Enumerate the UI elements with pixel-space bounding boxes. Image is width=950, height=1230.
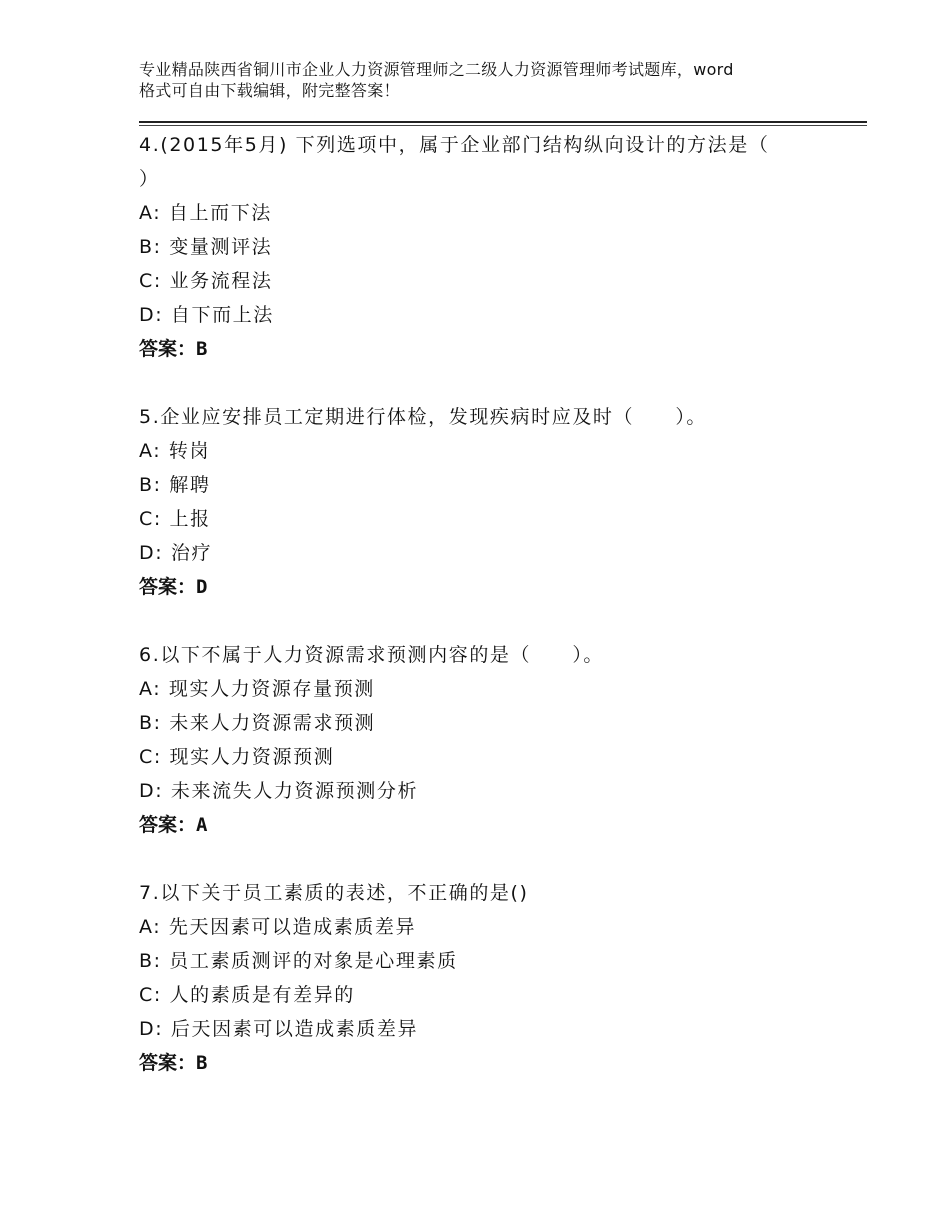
document-header <box>139 59 839 101</box>
answer: 答案：D <box>139 576 208 598</box>
answer: 答案：B <box>139 338 208 360</box>
question-stem-continued: ） <box>139 168 160 190</box>
option-d: D: 后天因素可以造成素质差异 <box>139 1018 419 1040</box>
question-stem: 5.企业应安排员工定期进行体检，发现疾病时应及时（ ）。 <box>139 406 708 428</box>
question-stem: 7.以下关于员工素质的表述，不正确的是() <box>139 882 529 904</box>
header-rule-thin <box>139 125 867 126</box>
option-c: C: 人的素质是有差异的 <box>139 984 355 1006</box>
answer: 答案：B <box>139 1052 208 1074</box>
option-b: B: 员工素质测评的对象是心理素质 <box>139 950 458 972</box>
question-list <box>139 128 849 1114</box>
question-stem: 6.以下不属于人力资源需求预测内容的是（ ）。 <box>139 644 605 666</box>
option-d: D: 治疗 <box>139 542 213 564</box>
option-a: A: 先天因素可以造成素质差异 <box>139 916 417 938</box>
header-line-2: 格式可自由下载编辑，附完整答案！ <box>139 81 400 100</box>
option-c: C: 上报 <box>139 508 211 530</box>
question-stem: 4.(2015年5月) 下列选项中，属于企业部门结构纵向设计的方法是（ <box>139 134 770 156</box>
option-a: A: 自上而下法 <box>139 202 272 224</box>
question-7 <box>139 876 849 1080</box>
question-4 <box>139 128 849 366</box>
header-line-1: 专业精品陕西省铜川市企业人力资源管理师之二级人力资源管理师考试题库，word <box>139 60 734 79</box>
option-d: D: 自下而上法 <box>139 304 274 326</box>
option-a: A: 现实人力资源存量预测 <box>139 678 375 700</box>
option-b: B: 未来人力资源需求预测 <box>139 712 376 734</box>
question-5 <box>139 400 849 604</box>
option-b: B: 解聘 <box>139 474 211 496</box>
option-a: A: 转岗 <box>139 440 211 462</box>
option-b: B: 变量测评法 <box>139 236 273 258</box>
option-d: D: 未来流失人力资源预测分析 <box>139 780 419 802</box>
answer: 答案：A <box>139 814 208 836</box>
option-c: C: 业务流程法 <box>139 270 273 292</box>
header-rule-thick <box>139 121 867 123</box>
option-c: C: 现实人力资源预测 <box>139 746 335 768</box>
question-6 <box>139 638 849 842</box>
